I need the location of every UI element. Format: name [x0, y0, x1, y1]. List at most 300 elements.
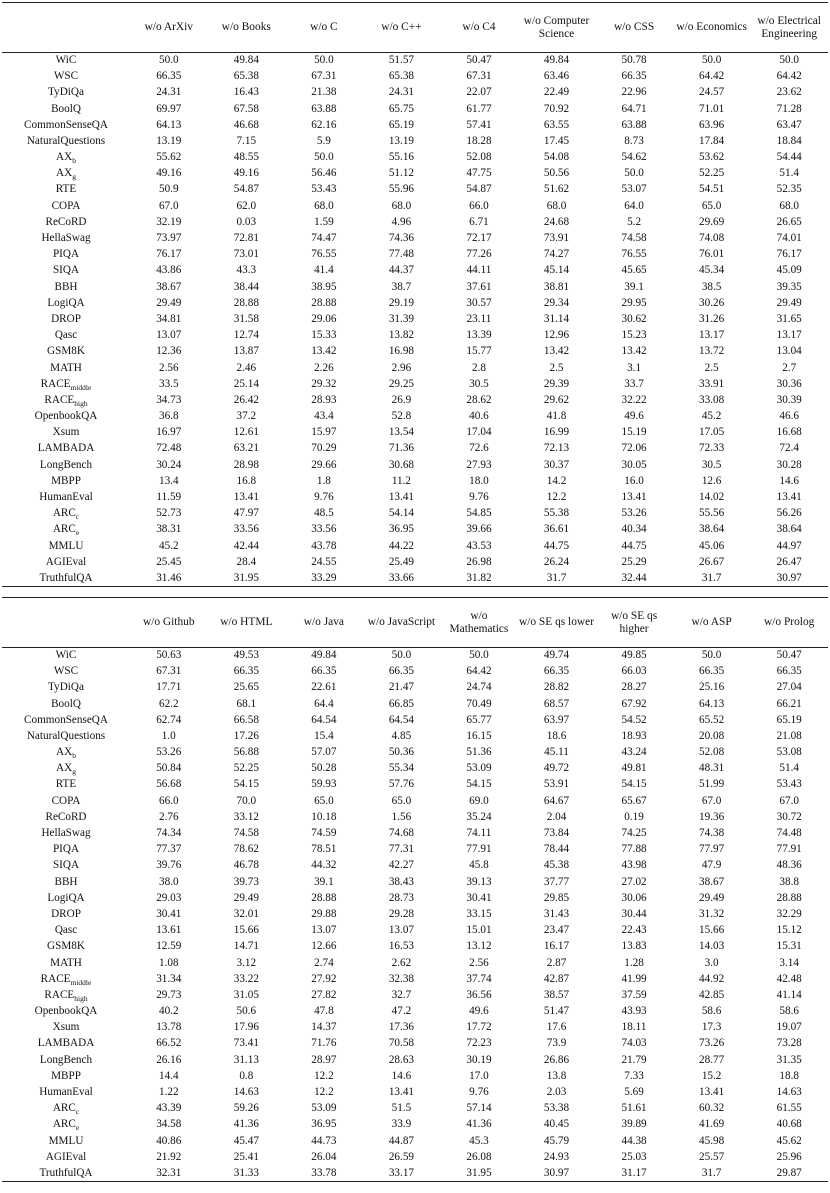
value-cell: 17.96	[233, 1021, 259, 1034]
value-cell: 27.02	[621, 875, 647, 888]
value-cell: 55.34	[388, 762, 414, 775]
table-row	[2, 1117, 828, 1133]
value-cell: 49.81	[621, 762, 647, 775]
task-name: NaturalQuestions	[26, 134, 106, 147]
value-cell: 18.28	[466, 134, 492, 147]
value-cell: 72.13	[543, 442, 570, 455]
task-name-cell	[2, 1020, 130, 1036]
value-cell: 27.04	[776, 681, 802, 694]
value-cell: 77.37	[156, 843, 182, 856]
value-cell: 29.34	[543, 296, 570, 309]
value-cell: 50.28	[311, 762, 337, 775]
task-name-cell	[2, 745, 130, 761]
table-row	[2, 1166, 828, 1182]
value-cell: 41.14	[776, 988, 802, 1001]
value-cell: 42.87	[543, 972, 570, 985]
value-cell: 45.65	[621, 264, 647, 277]
task-name: ReCoRD	[45, 215, 87, 228]
value-cell: 30.41	[156, 907, 182, 920]
value-cell: 66.35	[388, 665, 414, 678]
task-name-cell	[2, 826, 130, 842]
value-cell: 70.58	[388, 1037, 414, 1050]
value-cell: 12.2	[314, 1069, 334, 1082]
task-name: MMLU	[48, 1134, 84, 1147]
table-row	[2, 987, 828, 1003]
value-cell: 66.35	[699, 665, 725, 678]
task-name: ARC	[52, 523, 76, 536]
task-name-cell	[2, 809, 130, 825]
value-cell: 2.03	[546, 1086, 567, 1099]
table-row	[2, 538, 828, 554]
task-name: DROP	[51, 312, 81, 325]
value-cell: 30.72	[776, 810, 802, 823]
value-cell: 20.08	[699, 729, 725, 742]
value-cell: 50.47	[466, 54, 492, 67]
value-cell: 55.38	[543, 507, 570, 520]
value-cell: 39.66	[466, 523, 492, 536]
value-cell: 62.74	[156, 713, 182, 726]
table-row	[2, 745, 828, 761]
value-cell: 13.87	[233, 345, 259, 358]
task-name-cell	[2, 571, 130, 587]
value-cell: 41.36	[233, 1118, 259, 1131]
value-cell: 45.98	[699, 1134, 725, 1147]
value-cell: 42.27	[388, 859, 414, 872]
value-cell: 53.43	[776, 778, 802, 791]
value-cell: 36.95	[311, 1118, 337, 1131]
value-cell: 33.15	[466, 907, 492, 920]
task-name-cell	[2, 554, 130, 570]
value-cell: 65.67	[621, 794, 647, 807]
value-cell: 36.61	[543, 523, 570, 536]
value-cell: 40.2	[158, 1005, 179, 1018]
value-cell: 15.31	[776, 940, 802, 953]
task-name-cell	[2, 664, 130, 680]
table-row	[2, 522, 828, 538]
value-cell: 1.22	[158, 1086, 179, 1099]
task-subscript: e	[75, 1123, 80, 1133]
value-cell: 13.41	[388, 1086, 414, 1099]
value-cell: 64.0	[624, 199, 644, 212]
value-cell: 48.31	[699, 762, 725, 775]
table-row	[2, 1101, 828, 1117]
task-name: LogiQA	[47, 296, 85, 309]
task-name-cell	[2, 1068, 130, 1084]
value-cell: 50.36	[388, 746, 414, 759]
task-name: WSC	[53, 665, 79, 678]
value-cell: 1.56	[391, 810, 412, 823]
value-cell: 54.15	[466, 778, 492, 791]
value-cell: 54.15	[621, 778, 647, 791]
column-header: w/o ArXiv	[130, 3, 208, 53]
table-row	[2, 150, 828, 166]
value-cell: 73.97	[156, 232, 182, 245]
value-cell: 73.41	[233, 1037, 259, 1050]
value-cell: 28.97	[311, 1053, 337, 1066]
table-row	[2, 182, 828, 198]
task-name-cell	[2, 538, 130, 554]
value-cell: 71.28	[776, 102, 802, 115]
value-cell: 62.16	[311, 118, 337, 131]
value-cell: 53.07	[621, 183, 647, 196]
value-cell: 57.76	[388, 778, 414, 791]
value-cell: 72.48	[156, 442, 182, 455]
value-cell: 44.22	[388, 539, 414, 552]
value-cell: 38.64	[776, 523, 802, 536]
value-cell: 12.74	[233, 329, 259, 342]
value-cell: 73.26	[699, 1037, 725, 1050]
column-header: w/o C4	[440, 3, 518, 53]
table-row	[2, 85, 828, 101]
value-cell: 33.91	[699, 377, 725, 390]
value-cell: 51.61	[621, 1102, 647, 1115]
value-cell: 38.57	[543, 988, 570, 1001]
value-cell: 66.58	[233, 713, 259, 726]
value-cell: 43.93	[621, 1005, 647, 1018]
task-name-cell	[2, 1004, 130, 1020]
value-cell: 31.05	[233, 988, 259, 1001]
value-cell: 13.41	[776, 491, 802, 504]
value-cell: 13.17	[776, 329, 802, 342]
value-cell: 37.59	[621, 988, 647, 1001]
task-name: AGIEval	[45, 555, 87, 568]
value-cell: 12.61	[233, 426, 259, 439]
value-cell: 26.9	[391, 393, 412, 406]
task-name: PIQA	[52, 248, 80, 261]
value-cell: 54.08	[543, 151, 570, 164]
value-cell: 77.26	[466, 248, 492, 261]
value-cell: 65.38	[388, 70, 414, 83]
value-cell: 2.56	[158, 361, 179, 374]
value-cell: 46.68	[233, 118, 259, 131]
value-cell: 70.0	[236, 794, 257, 807]
value-cell: 54.62	[621, 151, 647, 164]
task-subscript: high	[74, 399, 88, 409]
value-cell: 14.6	[779, 474, 799, 487]
task-name-cell	[2, 923, 130, 939]
value-cell: 29.32	[311, 377, 337, 390]
table-row	[2, 680, 828, 696]
task-name: BoolQ	[51, 697, 81, 710]
value-cell: 65.19	[388, 118, 414, 131]
value-cell: 17.84	[699, 134, 725, 147]
table-row	[2, 1052, 828, 1068]
value-cell: 26.08	[466, 1150, 492, 1163]
task-name: ARC	[52, 1118, 76, 1131]
table-row	[2, 312, 828, 328]
task-name: HellaSwag	[41, 827, 91, 840]
value-cell: 28.93	[311, 393, 337, 406]
value-cell: 53.91	[543, 778, 570, 791]
value-cell: 54.52	[621, 713, 647, 726]
value-cell: 28.4	[236, 555, 257, 568]
task-name: Qasc	[54, 329, 78, 342]
value-cell: 70.92	[543, 102, 570, 115]
value-cell: 33.5	[158, 377, 179, 390]
value-cell: 73.01	[233, 248, 259, 261]
results-table-top	[2, 2, 828, 587]
value-cell: 21.79	[621, 1053, 647, 1066]
value-cell: 47.75	[466, 167, 492, 180]
table-row	[2, 1036, 828, 1052]
value-cell: 48.55	[233, 151, 259, 164]
task-name: CommonSenseQA	[24, 118, 108, 131]
value-cell: 13.41	[699, 1086, 725, 1099]
value-cell: 16.0	[624, 474, 644, 487]
value-cell: 74.25	[621, 827, 647, 840]
value-cell: 53.09	[466, 762, 492, 775]
value-cell: 30.06	[621, 891, 647, 904]
value-cell: 26.65	[776, 215, 802, 228]
value-cell: 63.21	[233, 442, 259, 455]
table-row	[2, 441, 828, 457]
value-cell: 69.97	[156, 102, 182, 115]
value-cell: 67.31	[466, 70, 492, 83]
value-cell: 45.2	[158, 539, 179, 552]
value-cell: 26.42	[233, 393, 259, 406]
value-cell: 74.47	[311, 232, 337, 245]
value-cell: 14.6	[391, 1069, 412, 1082]
value-cell: 38.43	[388, 875, 414, 888]
task-subscript: c	[75, 1107, 80, 1117]
value-cell: 36.8	[158, 410, 179, 423]
table-row	[2, 214, 828, 230]
value-cell: 17.0	[469, 1069, 489, 1082]
task-name-cell	[2, 1036, 130, 1052]
value-cell: 66.21	[776, 697, 802, 710]
value-cell: 64.13	[156, 118, 182, 131]
table-row	[2, 907, 828, 923]
value-cell: 66.35	[311, 665, 337, 678]
value-cell: 77.97	[699, 843, 725, 856]
value-cell: 5.2	[627, 215, 642, 228]
value-cell: 72.33	[699, 442, 725, 455]
table-row	[2, 712, 828, 728]
value-cell: 45.09	[776, 264, 802, 277]
table-row	[2, 198, 828, 214]
task-name-cell	[2, 279, 130, 295]
task-name-cell	[2, 1166, 130, 1182]
value-cell: 54.87	[466, 183, 492, 196]
value-cell: 50.78	[621, 54, 647, 67]
value-cell: 44.87	[388, 1134, 414, 1147]
value-cell: 4.96	[391, 215, 412, 228]
table-row	[2, 247, 828, 263]
task-name: RACE	[40, 972, 71, 985]
value-cell: 64.42	[466, 665, 492, 678]
value-cell: 76.55	[621, 248, 647, 261]
value-cell: 2.76	[158, 810, 179, 823]
task-name-cell	[2, 101, 130, 117]
value-cell: 33.17	[363, 1166, 441, 1182]
value-cell: 33.29	[285, 571, 363, 587]
value-cell: 1.28	[624, 956, 644, 969]
value-cell: 52.73	[156, 507, 182, 520]
value-cell: 2.87	[546, 956, 567, 969]
value-cell: 30.97	[750, 571, 828, 587]
value-cell: 13.41	[388, 491, 414, 504]
task-name: COPA	[51, 794, 81, 807]
task-name: Qasc	[54, 924, 78, 937]
task-name-cell	[2, 696, 130, 712]
value-cell: 30.68	[388, 458, 414, 471]
column-header: w/o Books	[208, 3, 286, 53]
value-cell: 14.02	[699, 491, 725, 504]
table-row	[2, 360, 828, 376]
value-cell: 30.57	[466, 296, 492, 309]
task-name: BoolQ	[51, 102, 81, 115]
value-cell: 14.63	[233, 1086, 259, 1099]
value-cell: 44.75	[543, 539, 570, 552]
value-cell: 15.4	[314, 729, 334, 742]
value-cell: 13.17	[699, 329, 725, 342]
value-cell: 74.11	[466, 827, 492, 840]
value-cell: 67.31	[311, 70, 337, 83]
table-row	[2, 295, 828, 311]
task-name-cell	[2, 441, 130, 457]
value-cell: 32.19	[156, 215, 182, 228]
value-cell: 17.04	[466, 426, 492, 439]
value-cell: 8.73	[624, 134, 644, 147]
value-cell: 30.05	[621, 458, 647, 471]
task-subscript: middle	[70, 382, 92, 392]
task-name: RACE	[44, 393, 75, 406]
column-header: w/o CSS	[595, 3, 673, 53]
value-cell: 62.2	[158, 697, 179, 710]
value-cell: 2.04	[546, 810, 567, 823]
value-cell: 35.24	[466, 810, 492, 823]
table-row	[2, 826, 828, 842]
value-cell: 65.0	[391, 794, 412, 807]
header-row	[2, 3, 828, 53]
task-name-cell	[2, 150, 130, 166]
value-cell: 74.58	[621, 232, 647, 245]
value-cell: 50.9	[158, 183, 179, 196]
value-cell: 50.56	[543, 167, 570, 180]
value-cell: 13.61	[156, 924, 182, 937]
value-cell: 68.57	[543, 697, 570, 710]
table-row	[2, 473, 828, 489]
value-cell: 12.59	[156, 940, 182, 953]
value-cell: 66.35	[543, 665, 570, 678]
value-cell: 40.68	[776, 1118, 802, 1131]
value-cell: 34.73	[156, 393, 182, 406]
value-cell: 68.0	[546, 199, 567, 212]
task-name-cell	[2, 522, 130, 538]
value-cell: 50.63	[156, 649, 182, 662]
value-cell: 42.44	[233, 539, 259, 552]
value-cell: 11.2	[391, 474, 411, 487]
value-cell: 67.0	[779, 794, 799, 807]
value-cell: 18.84	[776, 134, 802, 147]
task-name-cell	[2, 457, 130, 473]
value-cell: 74.01	[776, 232, 802, 245]
table-row	[2, 728, 828, 744]
value-cell: 37.77	[543, 875, 570, 888]
value-cell: 50.47	[776, 649, 802, 662]
value-cell: 53.26	[621, 507, 647, 520]
value-cell: 1.59	[314, 215, 334, 228]
task-name: WiC	[55, 649, 77, 662]
value-cell: 74.27	[543, 248, 570, 261]
value-cell: 21.38	[311, 86, 337, 99]
value-cell: 28.62	[466, 393, 492, 406]
task-subscript: b	[72, 751, 76, 761]
task-name: MATH	[50, 956, 82, 969]
value-cell: 7.33	[624, 1069, 644, 1082]
value-cell: 27.82	[311, 988, 337, 1001]
value-cell: 29.69	[699, 215, 725, 228]
task-name-cell	[2, 648, 130, 664]
value-cell: 24.31	[156, 86, 182, 99]
task-name-cell	[2, 761, 130, 777]
value-cell: 11.59	[156, 491, 182, 504]
value-cell: 31.95	[208, 571, 286, 587]
value-cell: 50.6	[236, 1005, 257, 1018]
value-cell: 14.63	[776, 1086, 802, 1099]
value-cell: 4.85	[391, 729, 412, 742]
value-cell: 25.16	[699, 681, 725, 694]
value-cell: 17.05	[699, 426, 725, 439]
value-cell: 45.3	[469, 1134, 489, 1147]
task-name: LongBench	[39, 458, 93, 471]
value-cell: 28.88	[233, 296, 259, 309]
value-cell: 42.48	[776, 972, 802, 985]
value-cell: 78.51	[311, 843, 337, 856]
value-cell: 44.73	[311, 1134, 337, 1147]
value-cell: 10.18	[311, 810, 337, 823]
task-name-cell	[2, 69, 130, 85]
task-name: LongBench	[39, 1053, 93, 1066]
value-cell: 22.07	[466, 86, 492, 99]
value-cell: 67.58	[233, 102, 259, 115]
value-cell: 42.85	[699, 988, 725, 1001]
results-table-bottom	[2, 597, 828, 1182]
value-cell: 50.0	[701, 649, 722, 662]
value-cell: 14.4	[158, 1069, 179, 1082]
value-cell: 17.71	[156, 681, 182, 694]
value-cell: 64.42	[776, 70, 802, 83]
task-name-cell	[2, 793, 130, 809]
value-cell: 30.19	[466, 1053, 492, 1066]
value-cell: 13.19	[388, 134, 414, 147]
value-cell: 74.48	[776, 827, 802, 840]
value-cell: 38.95	[311, 280, 337, 293]
value-cell: 43.53	[466, 539, 492, 552]
value-cell: 26.86	[543, 1053, 570, 1066]
value-cell: 26.04	[311, 1150, 337, 1163]
value-cell: 44.38	[621, 1134, 647, 1147]
value-cell: 17.36	[388, 1021, 414, 1034]
value-cell: 50.0	[701, 54, 722, 67]
value-cell: 72.23	[466, 1037, 492, 1050]
value-cell: 28.77	[699, 1053, 725, 1066]
value-cell: 32.31	[130, 1166, 208, 1182]
table-row	[2, 696, 828, 712]
task-name: RTE	[55, 183, 77, 196]
value-cell: 24.93	[543, 1150, 570, 1163]
task-name-cell	[2, 874, 130, 890]
value-cell: 27.93	[466, 458, 492, 471]
value-cell: 65.38	[233, 70, 259, 83]
value-cell: 49.16	[156, 167, 182, 180]
task-name-cell	[2, 680, 130, 696]
value-cell: 5.9	[316, 134, 331, 147]
task-name-cell	[2, 360, 130, 376]
value-cell: 49.84	[233, 54, 259, 67]
value-cell: 49.53	[233, 649, 259, 662]
value-cell: 67.0	[158, 199, 179, 212]
